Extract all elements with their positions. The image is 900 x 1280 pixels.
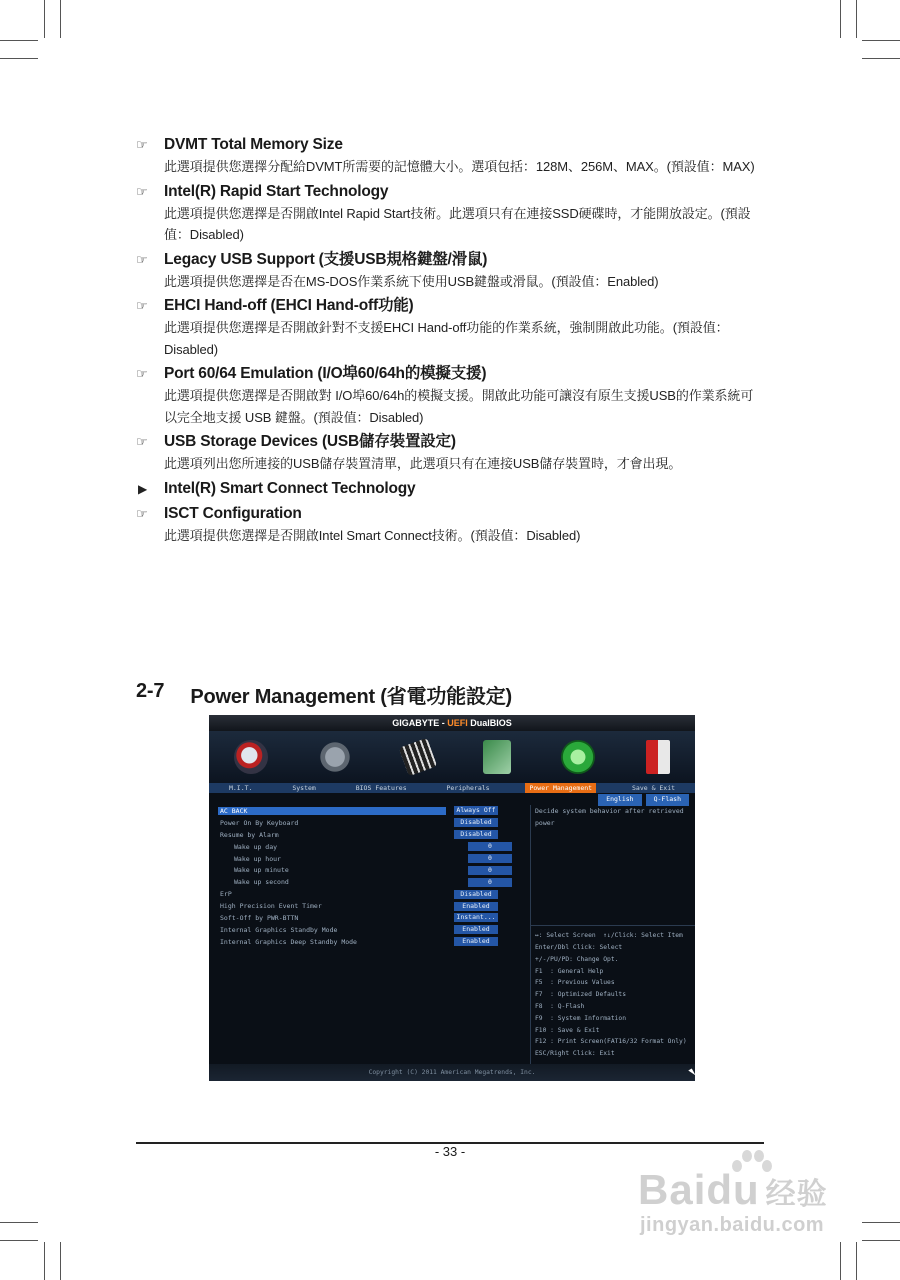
crop-mark [856,0,857,38]
setting-name: Resume by Alarm [220,830,279,839]
setting-value[interactable]: Disabled [454,830,498,839]
bios-setting-row[interactable] [218,805,530,817]
setting-value[interactable]: Enabled [454,937,498,946]
crop-mark [44,1242,45,1280]
hand-pointer-icon: ☞ [136,366,148,381]
settings-description-list [136,134,766,549]
help-key-line: ↔: Select Screen ↑↓/Click: Select Item [535,932,683,940]
list-item [136,503,766,547]
item-description: 此選項提供您選擇分配給DVMT所需要的記憶體大小。選項包括：128M、256M、MAX。(預設值：MAX) [164,159,755,174]
watermark-brand: Baidu 经验 [638,1166,828,1213]
tab-system[interactable]: System [292,784,316,792]
list-item [136,249,766,293]
bios-help-panel [531,805,695,1064]
item-title: ISCT Configuration [164,504,302,522]
setting-name: Power On By Keyboard [220,818,299,827]
item-title: DVMT Total Memory Size [164,136,343,153]
crop-mark [44,0,45,38]
power-icon[interactable] [561,740,595,774]
help-key-line: F8 : Q-Flash [535,1003,585,1011]
hand-pointer-icon: ☞ [136,137,148,152]
help-key-line: F10 : Save & Exit [535,1026,600,1034]
tab-power-management[interactable]: Power Management [525,783,596,793]
hand-pointer-icon: ☞ [136,251,148,267]
item-title: Intel(R) Smart Connect Technology [164,479,416,497]
setting-value[interactable]: Disabled [454,890,498,899]
bios-title-bar: GIGABYTE - UEFI DualBIOS [209,715,695,731]
bios-setting-row[interactable] [218,864,530,876]
crop-mark [862,1240,900,1241]
crop-mark [856,1242,857,1280]
item-description: 此選項列出您所連接的USB儲存裝置清單，此選項只有在連接USB儲存裝置時，才會出現。 [164,456,682,471]
bios-settings-panel [209,805,531,1064]
hand-pointer-icon: ☞ [136,505,148,521]
item-description: 此選項提供您選擇是否在MS-DOS作業系統下使用USB鍵盤或滑鼠。(預設值：Enabled) [164,273,659,289]
help-key-line: F1 : General Help [535,967,604,975]
item-title: USB Storage Devices (USB儲存裝置設定) [164,433,456,450]
bios-setting-row[interactable] [218,912,530,924]
setting-value[interactable]: Disabled [454,818,498,827]
setting-name: AC BACK [218,807,446,815]
setting-value[interactable]: 0 [468,878,512,887]
bios-icon-bar [209,731,695,783]
crop-mark [862,1222,900,1223]
item-title: EHCI Hand-off (EHCI Hand-off功能) [164,297,414,314]
crop-mark [0,40,38,41]
setting-name: High Precision Event Timer [220,902,322,911]
help-description: Decide system behavior after retrieved power [531,805,695,926]
bios-body [209,805,695,1064]
list-item [136,363,766,428]
setting-name: Wake up minute [234,866,289,875]
tab-peripherals[interactable]: Peripherals [446,784,490,792]
section-title: Power Management (省電功能設定) [190,686,513,708]
item-description: 此選項提供您選擇是否開啟Intel Smart Connect技術。(預設值：Disabled) [164,527,581,543]
chip-icon[interactable] [399,738,437,776]
crop-mark [0,1222,38,1223]
help-key-line: ESC/Right Click: Exit [535,1050,615,1058]
crop-mark [862,58,900,59]
bios-setting-row[interactable] [218,936,530,948]
list-item [136,181,766,246]
help-key-line: F5 : Previous Values [535,979,615,987]
bios-screenshot [209,715,695,1081]
setting-name: Soft-Off by PWR-BTTN [220,913,299,922]
triangle-right-icon: ▶ [138,481,148,496]
tab-mit[interactable]: M.I.T. [228,784,253,792]
setting-value[interactable]: 0 [468,842,512,851]
hand-pointer-icon: ☞ [136,298,148,313]
crop-mark [862,40,900,41]
hand-pointer-icon: ☞ [136,183,148,199]
item-description: 此選項提供您選擇是否開啟對 I/O埠60/64h的模擬支援。開啟此功能可讓沒有原生支援USB的作業系統可以完全地支援 USB 鍵盤。(預設值：Disabled) [164,388,754,425]
setting-value[interactable]: Instant... [454,913,498,922]
bios-setting-row[interactable] [218,876,530,888]
help-key-list [531,926,695,1064]
setting-name: Wake up hour [234,854,281,863]
item-title: Legacy USB Support (支援USB規格鍵盤/滑鼠) [164,250,488,268]
setting-value[interactable]: 0 [468,866,512,875]
setting-name: Wake up second [234,878,289,887]
watermark-url: jingyan.baidu.com [640,1214,825,1236]
crop-mark [60,1242,61,1280]
bios-setting-row[interactable] [218,841,530,853]
speedometer-icon[interactable] [234,740,268,774]
item-description: 此選項提供您選擇是否開啟針對不支援EHCI Hand-off功能的作業系統，強制開啟此功能。(預設值：Disabled) [164,320,729,357]
bios-setting-row[interactable] [218,888,530,900]
bios-copyright: Copyright (C) 2011 American Megatrends, Inc. [209,1064,695,1081]
help-key-line: Enter/Dbl Click: Select [535,944,623,952]
section-heading [136,680,512,709]
page-number: - 33 - [434,1144,466,1159]
hand-pointer-icon: ☞ [136,434,148,449]
exit-door-icon[interactable] [646,740,670,774]
tab-save-exit[interactable]: Save & Exit [632,784,676,792]
crop-mark [0,58,38,59]
item-description: 此選項提供您選擇是否開啟Intel Rapid Start技術。此選項只有在連接SSD硬碟時，才能開放設定。(預設值：Disabled) [164,205,751,242]
bios-tab-bar [209,783,695,793]
bios-setting-row[interactable] [218,853,530,865]
item-title: Port 60/64 Emulation (I/O埠60/64h的模擬支援) [164,365,487,382]
setting-name: ErP [220,890,232,899]
setting-name: Wake up day [234,842,278,851]
setting-value[interactable]: 0 [468,854,512,863]
bios-setting-row[interactable] [218,817,530,829]
bios-setting-row[interactable] [218,829,530,841]
section-number: 2-7 [136,680,165,702]
list-item [136,431,766,475]
setting-value[interactable]: Enabled [454,925,498,934]
help-key-line: F7 : Optimized Defaults [535,991,626,999]
crop-mark [0,1240,38,1241]
list-item [136,134,766,178]
crop-mark [60,0,61,38]
bios-setting-row[interactable] [218,924,530,936]
peripherals-icon[interactable] [483,740,511,774]
tab-bios-features[interactable]: BIOS Features [355,784,407,792]
help-key-line: F12 : Print Screen(FAT16/32 Format Only) [535,1038,687,1046]
bios-setting-row[interactable] [218,900,530,912]
item-title: Intel(R) Rapid Start Technology [164,182,389,200]
qflash-button[interactable]: Q-Flash [646,794,689,806]
crop-mark [840,0,841,38]
setting-value[interactable]: Enabled [454,902,498,911]
list-item [136,478,766,500]
baidu-watermark [636,1148,846,1248]
english-button[interactable]: English [598,794,641,806]
list-item [136,295,766,360]
help-key-line: F9 : System Information [535,1014,626,1022]
gear-icon[interactable] [318,740,352,774]
setting-name: Internal Graphics Deep Standby Mode [220,937,357,946]
help-key-line: +/-/PU/PD: Change Opt. [535,955,619,963]
setting-value[interactable]: Always Off [454,806,498,815]
setting-name: Internal Graphics Standby Mode [220,925,338,934]
